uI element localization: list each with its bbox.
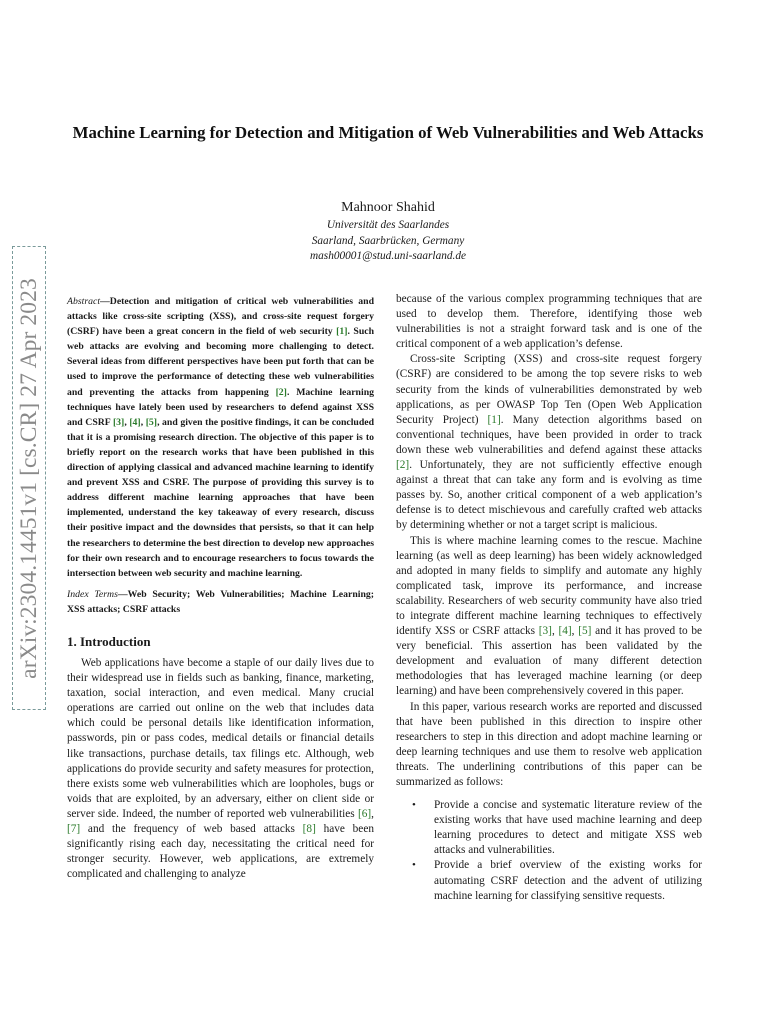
contributions-list xyxy=(396,798,702,904)
citation-link[interactable]: [6] xyxy=(357,807,372,820)
body-seg: , xyxy=(551,625,559,638)
list-item xyxy=(396,798,702,858)
body-paragraph xyxy=(396,352,702,533)
citation-link[interactable]: [2] xyxy=(275,386,287,398)
abstract-seg: , xyxy=(140,416,146,428)
index-terms: Index Terms—Web Security; Web Vulnerabilities; Machine Learning; XSS attacks; CSRF attacks xyxy=(67,588,375,615)
body-seg: , xyxy=(571,625,579,638)
abstract-seg: . Such web attacks are evolving and becoming more challenging to detect. Several ideas from different perspectives have been put forth that can be used to improve the performance of detecting these web vulnerabilities and preventing the attacks from happening xyxy=(67,326,374,398)
section-heading: 1. Introduction xyxy=(67,633,151,649)
citation-link[interactable]: [5] xyxy=(145,416,158,428)
index-terms-text: Web Security; Web Vulnerabilities; Machine Learning; XSS attacks; CSRF attacks xyxy=(67,588,375,615)
list-item-text: Provide a concise and systematic literature review of the existing works that have used machine learning and deep learning procedures to detect and mitigate XSS web attacks and vulnerabilities. xyxy=(434,799,702,857)
left-column xyxy=(67,294,374,882)
citation-link[interactable]: [3] xyxy=(538,625,552,638)
body-seg: In this paper, various research works are reported and discussed that have been published in this direction to inspire other researchers to step in this direction and adopt machine learning or deep learning techniques and use them to resolve web application threats. The underlining contributions of this paper can be summarized as follows: xyxy=(396,700,702,788)
citation-link[interactable]: [2] xyxy=(396,459,410,472)
citation-link[interactable]: [1] xyxy=(487,413,501,426)
abstract-seg: Detection and mitigation of critical web vulnerabilities and attacks like cross-site scripting (XSS), and cross-site request forgery (CSRF) have been a great concern in the field of web security xyxy=(67,296,374,338)
abstract-seg: , and given the positive findings, it can be concluded that it is a promising research direction. The objective of this paper is to briefly report on the research works that have been published in this direction of applying classical and advanced machine learning to identify and prevent XSS and CSRF. The purpose of providing this survey is to address different machine learning approaches that have been implemented, understand the key takeaway of every research, discuss their positive impact and the downsides that persists, so that it can help the researchers to determine the best direction to develop new approaches for their own research and to encourage researchers to focus towards the intersection between web security and machine learning. xyxy=(67,416,375,579)
body-seg: . Unfortunately, they are not sufficiently effective enough against a threat that can take any form and is evolving as time passes by. So, another critical component of a web application’s defense is to detect mischievous and carefully crafted web attacks by determining whether or not a target script is malicious. xyxy=(396,459,702,532)
right-column xyxy=(396,292,702,904)
citation-link[interactable]: [3] xyxy=(112,416,125,428)
intro-seg: and the frequency of web based attacks xyxy=(80,823,303,835)
body-paragraph xyxy=(396,700,702,791)
abstract: Abstract—Detection and mitigation of critical web vulnerabilities and attacks like cross-site scripting (XSS), and cross-site request forgery (CSRF) have been a great concern in the field of web security [1]. Such web attacks are evolving and becoming more challenging to detect. Several ideas from different perspectives have been put forth that can be used to improve the performance of detecting these web vulnerabilities and preventing the attacks from happening [2]. Machine learning techniques have lately been used by researchers to defend against XSS and CSRF [3], [4], [5], and given the positive findings, it can be concluded that it is a promising research direction. The objective of this paper is to briefly report on the research works that have been published in this direction of applying classical and advanced machine learning to identify and prevent XSS and CSRF. The purpose of providing this survey is to address different machine learning approaches that have been implemented, understand the key takeaway of every research, discuss their positive impact and the downsides that persists, so that it can help the researchers to determine the best direction to develop new approaches for their own research and to encourage researchers to focus towards the intersection between web security and machine learning. xyxy=(67,296,375,579)
citation-link[interactable]: [4] xyxy=(558,625,572,638)
intro-paragraph xyxy=(67,656,374,882)
body-seg: . Many detection algorithms based on conventional techniques, have been provided in order to track down these web vulnerabilities and defend against these attacks xyxy=(396,413,702,456)
body-paragraph xyxy=(396,292,702,352)
citation-link[interactable]: [4] xyxy=(129,416,141,428)
body-seg: and it has proved to be very beneficial. This assertion has been validated by the development and evaluation of many different detection methodologies that has leveraged machine learning (or deep learning) and have been comprehensively covered in this paper. xyxy=(396,625,703,698)
list-item xyxy=(396,858,702,903)
affiliation-email: mash00001@stud.uni-saarland.de xyxy=(310,250,466,262)
paper-title: Machine Learning for Detection and Mitigation of Web Vulnerabilities and Web Attacks xyxy=(72,123,704,142)
bullet-icon: • xyxy=(412,799,416,812)
abstract-seg: . Machine learning techniques have lately been used by researchers to defend against XSS and CSRF xyxy=(67,386,374,428)
body-seg: Cross-site Scripting (XSS) and cross-site request forgery (CSRF) are considered to be among the top severe risks to web security from the kinds of vulnerabilities demonstrated by web applications, as per OWASP Top Ten (Open Web Application Security Project) xyxy=(396,353,702,426)
intro-seg: have been significantly rising each day, necessitating the critical need for stronger security. However, web applications, are extremely complicated and challenging to analyze xyxy=(67,823,374,881)
abstract-seg: , xyxy=(124,416,130,428)
intro-seg: , xyxy=(371,807,374,820)
citation-link[interactable]: [7] xyxy=(67,823,81,835)
affiliation-university: Universität des Saarlandes xyxy=(326,219,450,231)
citation-link[interactable]: [8] xyxy=(302,823,316,835)
affiliation-block xyxy=(68,218,708,265)
citation-link[interactable]: [1] xyxy=(336,326,348,338)
arxiv-stamp xyxy=(12,246,46,710)
citation-link[interactable]: [5] xyxy=(578,625,592,638)
intro-seg: Web applications have become a staple of our daily lives due to their widespread use in fields such as banking, finance, marketing, taxation, social interaction, and even medical. Many crucial operations are carried out online on the web that includes data which could be personal details like identification information, passwords, pin or pass codes, medical details or financial details like transactions, purchase details, tax filings etc. Although, web applications do provide security and safety measures for protection, there exists some web vulnerabilities which are loopholes, bugs or voids that are exploited, by an adversary, either on client side or server side. Indeed, the number of reported web vulnerabilities xyxy=(67,656,374,820)
abstract-label: Abstract xyxy=(67,296,101,307)
bullet-icon: • xyxy=(412,859,416,872)
list-item-text: Provide a brief overview of the existing works for automating CSRF detection and the advent of utilizing machine learning for classifying sensitive requests. xyxy=(434,859,702,902)
body-seg: This is where machine learning comes to the rescue. Machine learning (as well as deep learning) has been widely acknowledged and adopted in many fields to simplify and automate any highly complicated task, improve its performance, and increase scalability. Researchers of web security community have also tried to integrate different machine learning techniques to effectively identify XSS or CSRF attacks xyxy=(396,534,702,638)
body-seg: because of the various complex programming techniques that are used to develop them. Therefore, identifying those web vulnerabilities is not a straight forward task and is one of the critical component of a web application’s defense. xyxy=(396,293,702,351)
author-name: Mahnoor Shahid xyxy=(341,200,435,215)
index-terms-label: Index Terms xyxy=(67,588,118,600)
arxiv-id: arXiv:2304.14451v1 [cs.CR] 27 Apr 2023 xyxy=(15,277,42,679)
affiliation-location: Saarland, Saarbrücken, Germany xyxy=(311,234,465,247)
body-paragraph xyxy=(396,534,702,700)
